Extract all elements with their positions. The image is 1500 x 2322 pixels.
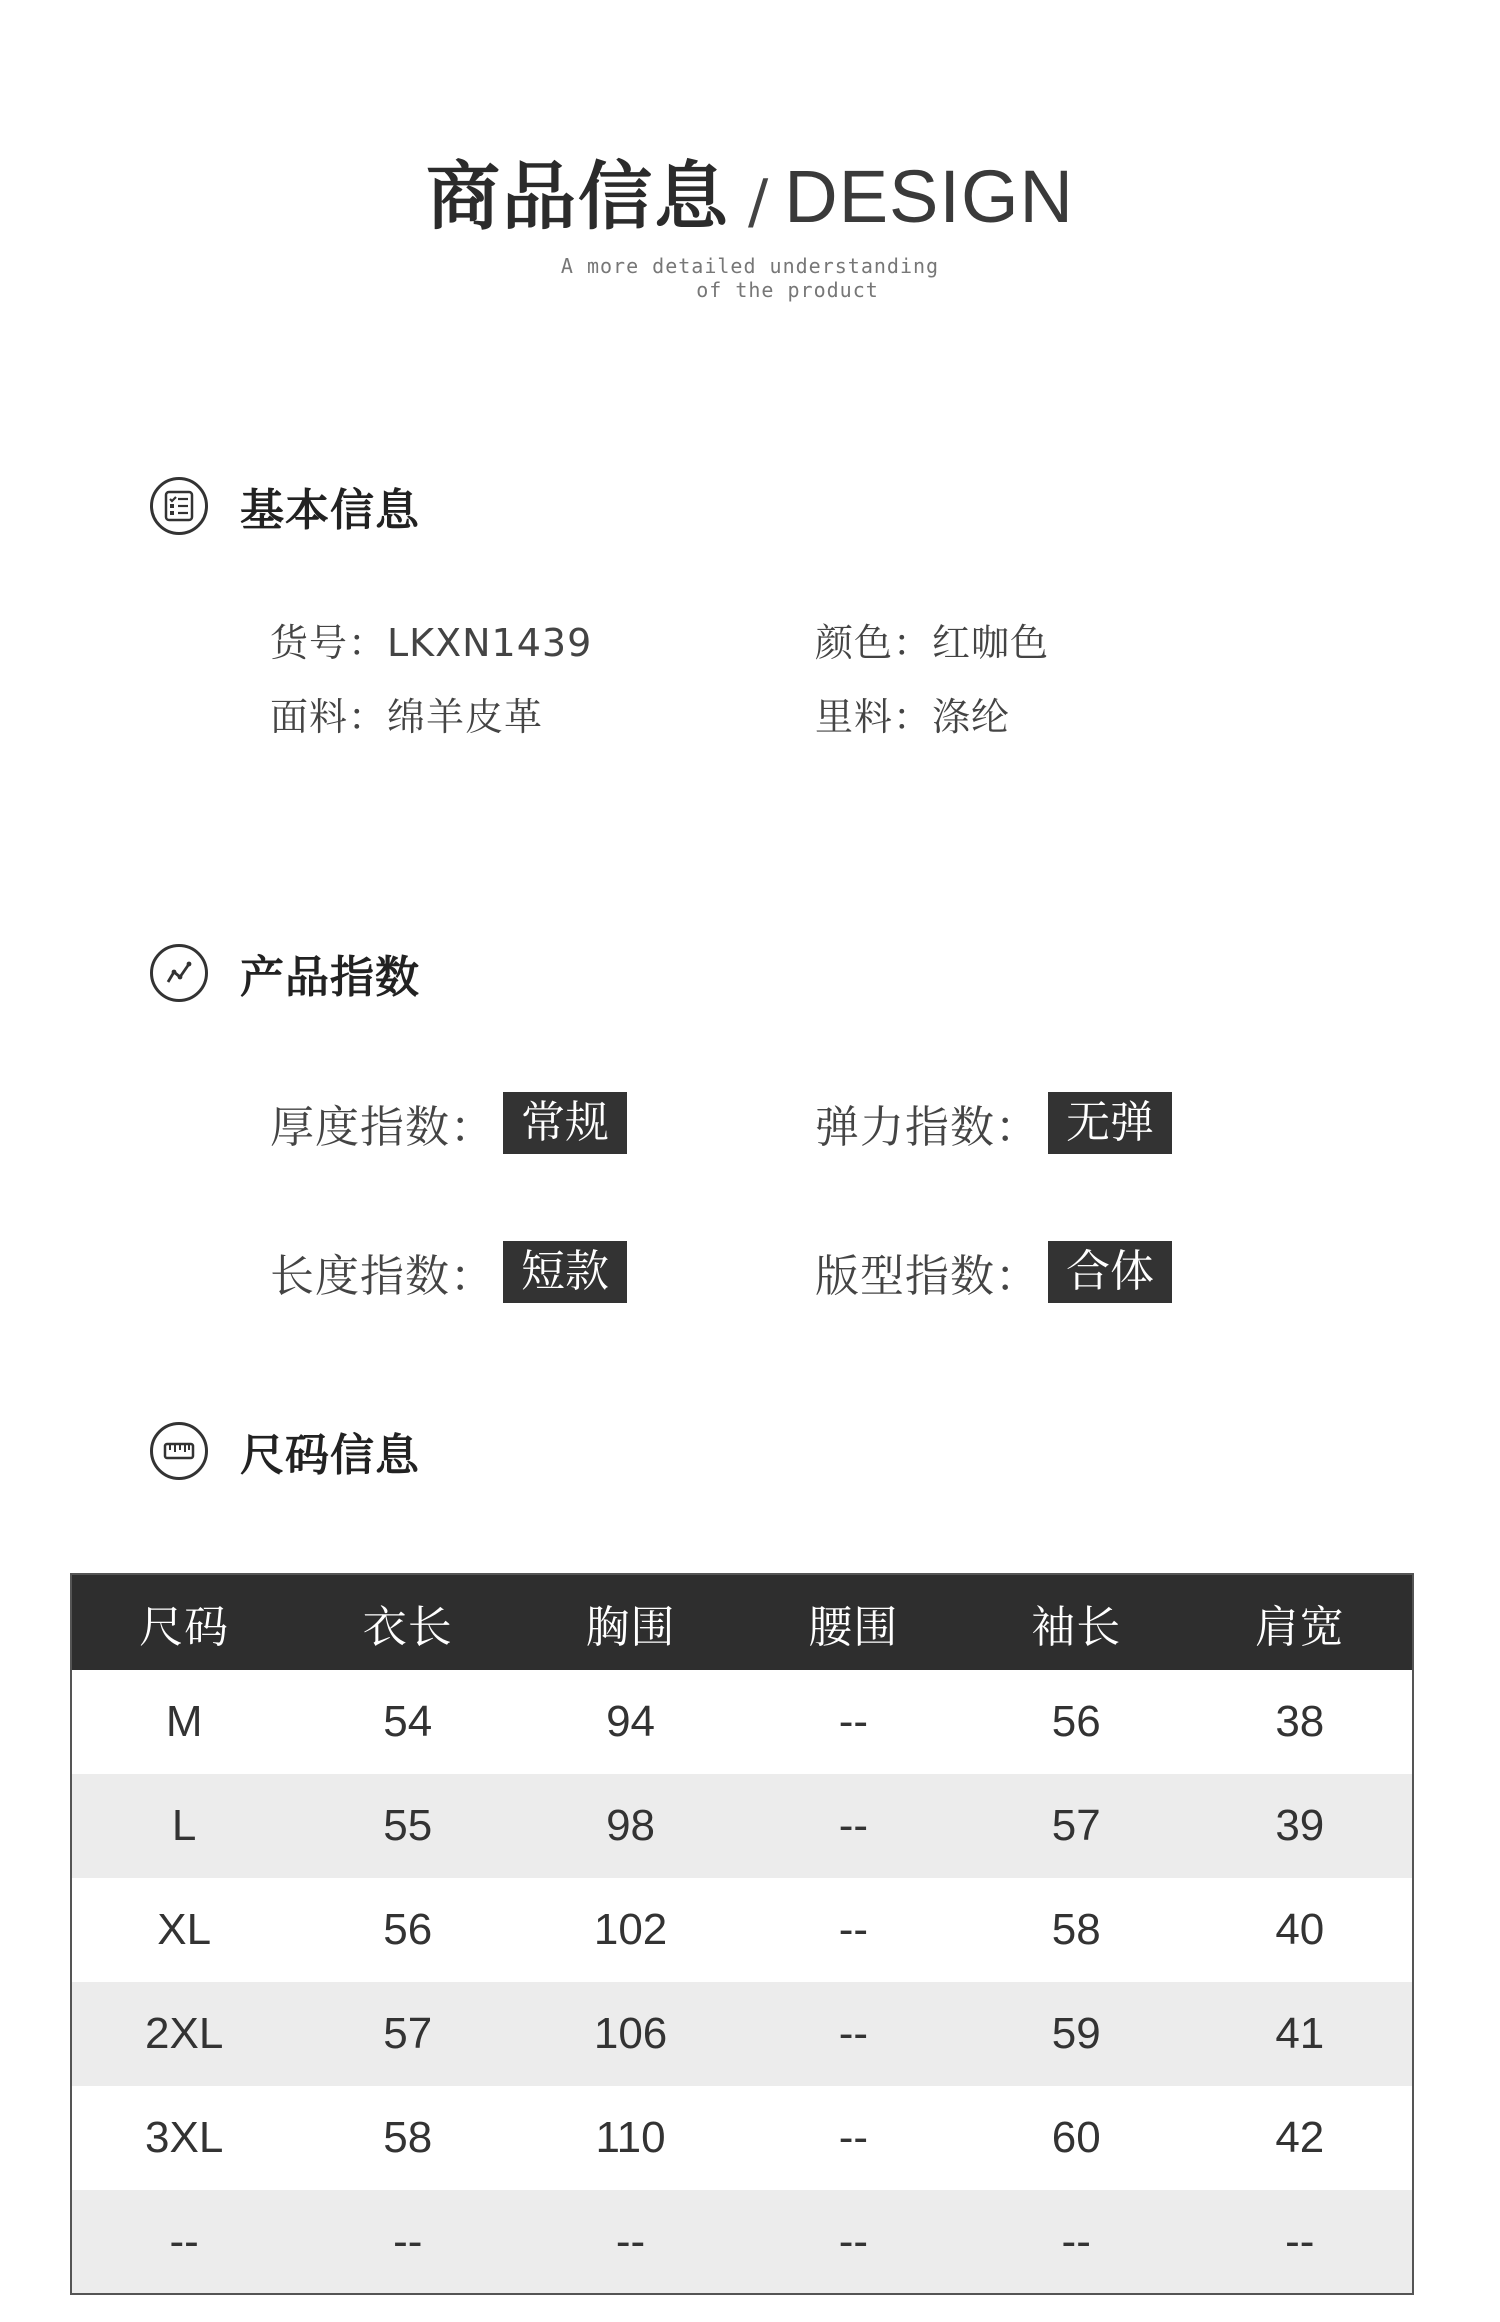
table-cell: 98	[519, 1774, 742, 1878]
title-chinese: 商品信息	[426, 154, 731, 240]
index-label: 长度指数：	[270, 1251, 495, 1302]
title-separator: /	[748, 167, 769, 237]
table-cell: --	[71, 2190, 296, 2294]
table-cell: 58	[383, 2113, 433, 2162]
table-cell: L	[71, 1774, 296, 1878]
column-header: 腰围	[742, 1574, 965, 1670]
table-cell: --	[838, 1697, 869, 1746]
product-fabric: 面料：绵羊皮革	[270, 695, 544, 739]
table-cell: 42	[1275, 2113, 1325, 2162]
table-cell: 110	[595, 2113, 666, 2162]
title-english: DESIGN	[784, 155, 1074, 238]
table-row	[71, 1670, 1413, 1774]
page-title	[0, 138, 1500, 244]
column-header: 胸围	[519, 1574, 742, 1670]
table-cell: --	[742, 1774, 965, 1878]
table-cell: 60	[1051, 2113, 1101, 2162]
table-row	[71, 2086, 1413, 2190]
table-cell: --	[296, 2190, 519, 2294]
table-cell: 2XL	[71, 1982, 296, 2086]
item-number: 货号：LKXN1439	[270, 621, 593, 665]
subtitle-line-1: A more detailed understanding	[560, 254, 940, 278]
section-title: 产品指数	[240, 952, 420, 1003]
index-value-tag: 常规	[503, 1092, 627, 1154]
fit-index	[815, 1240, 1172, 1304]
checklist-icon	[150, 477, 208, 535]
table-row	[71, 1878, 1413, 1982]
table-cell: 56	[383, 1905, 433, 1954]
table-cell: 106	[519, 1982, 742, 2086]
index-value-tag: 短款	[503, 1241, 627, 1303]
table-cell: 54	[383, 1697, 433, 1746]
section-title: 基本信息	[240, 485, 420, 536]
table-cell: 57	[965, 1774, 1188, 1878]
table-cell: XL	[157, 1905, 212, 1954]
index-label: 厚度指数：	[270, 1102, 495, 1153]
index-value-tag: 无弹	[1048, 1092, 1172, 1154]
table-cell: 57	[296, 1982, 519, 2086]
basic-info-heading	[150, 474, 420, 538]
table-header-row	[71, 1574, 1413, 1670]
table-cell: 55	[296, 1774, 519, 1878]
table-cell: 38	[1275, 1697, 1325, 1746]
table-cell: --	[519, 2190, 742, 2294]
size-table	[70, 1573, 1414, 2295]
table-cell: --	[742, 1982, 965, 2086]
table-row	[71, 1982, 1413, 2086]
size-info-heading	[150, 1419, 420, 1483]
table-cell: 94	[606, 1697, 656, 1746]
column-header: 尺码	[71, 1574, 296, 1670]
column-header: 肩宽	[1188, 1574, 1413, 1670]
ruler-icon	[150, 1422, 208, 1480]
page-subtitle	[0, 254, 1500, 302]
table-cell: --	[965, 2190, 1188, 2294]
table-cell: M	[165, 1697, 203, 1746]
table-cell: --	[838, 2113, 869, 2162]
table-cell: 102	[593, 1905, 668, 1954]
table-row	[71, 2190, 1413, 2294]
table-cell: 3XL	[145, 2113, 224, 2162]
trend-chart-icon	[150, 944, 208, 1002]
section-title: 尺码信息	[240, 1430, 420, 1481]
table-cell: 59	[965, 1982, 1188, 2086]
product-color: 颜色：红咖色	[815, 621, 1050, 665]
product-lining: 里料：涤纶	[815, 695, 1011, 739]
table-cell: 41	[1188, 1982, 1413, 2086]
subtitle-line-2: of the product	[696, 278, 879, 302]
table-row	[71, 1774, 1413, 1878]
table-cell: 39	[1188, 1774, 1413, 1878]
product-index-heading	[150, 941, 420, 1005]
table-cell: 56	[1051, 1697, 1101, 1746]
elasticity-index	[815, 1091, 1172, 1155]
index-value-tag: 合体	[1048, 1241, 1172, 1303]
table-cell: --	[838, 1905, 869, 1954]
table-cell: 58	[1051, 1905, 1101, 1954]
column-header: 衣长	[296, 1574, 519, 1670]
index-label: 版型指数：	[815, 1251, 1040, 1302]
index-label: 弹力指数：	[815, 1102, 1040, 1153]
thickness-index	[270, 1091, 627, 1155]
table-cell: --	[742, 2190, 965, 2294]
table-cell: --	[1188, 2190, 1413, 2294]
column-header: 袖长	[965, 1574, 1188, 1670]
table-cell: 40	[1275, 1905, 1325, 1954]
length-index	[270, 1240, 627, 1304]
